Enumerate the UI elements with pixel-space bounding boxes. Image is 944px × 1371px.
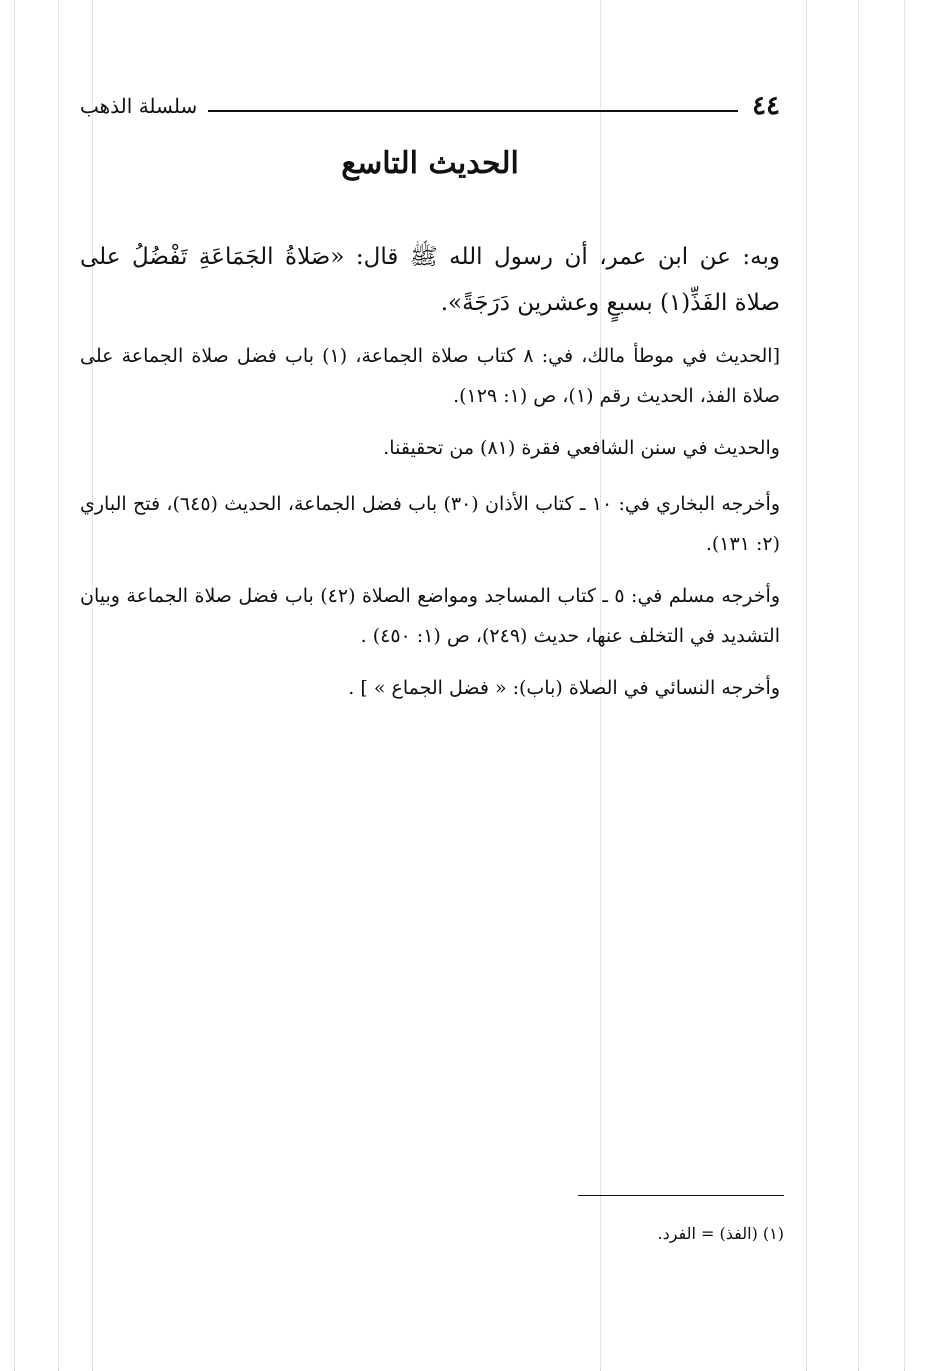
footnote-rule bbox=[578, 1195, 784, 1196]
series-title: سلسلة الذهب bbox=[80, 94, 198, 118]
hadith-text: وبه: عن ابن عمر، أن رسول الله ﷺ قال: «صَلاةُ الجَمَاعَةِ تَفْضُلُ على صلاة الفَذِّ(١) بسبعٍ وعشرين دَرَجَةً». bbox=[80, 244, 780, 316]
takhrij-paragraph: وأخرجه النسائي في الصلاة (باب): « فضل الجماع » ] . bbox=[348, 677, 780, 699]
takhrij-paragraph: والحديث في سنن الشافعي فقرة (٨١) من تحقيقنا. bbox=[383, 437, 780, 459]
footnote: (١) (الفذ) = الفرد. bbox=[657, 1224, 784, 1243]
scan-guide-line bbox=[904, 0, 905, 1371]
takhrij-paragraph: وأخرجه مسلم في: ٥ ـ كتاب المساجد ومواضع الصلاة (٤٢) باب فضل صلاة الجماعة وبيان التشديد في التخلف عنها، حديث (٢٤٩)، ص (١: ٤٥٠) . bbox=[80, 585, 780, 647]
scan-guide-line bbox=[14, 0, 15, 1371]
scan-guide-line bbox=[58, 0, 59, 1371]
takhrij-paragraph: [الحديث في موطأ مالك، في: ٨ كتاب صلاة الجماعة، (١) باب فضل صلاة الجماعة على صلاة الفذ، الحديث رقم (١)، ص (١: ١٢٩). bbox=[80, 345, 780, 407]
page-header bbox=[80, 88, 780, 128]
page-number: ٤٤ bbox=[752, 91, 780, 121]
chapter-title: الحديث التاسع bbox=[341, 146, 519, 181]
scan-guide-line bbox=[858, 0, 859, 1371]
header-rule bbox=[208, 110, 738, 112]
takhrij-paragraph: وأخرجه البخاري في: ١٠ ـ كتاب الأذان (٣٠) باب فضل الجماعة، الحديث (٦٤٥)، فتح الباري (٢: ١٣١). bbox=[80, 493, 781, 555]
scan-guide-line bbox=[806, 0, 807, 1371]
